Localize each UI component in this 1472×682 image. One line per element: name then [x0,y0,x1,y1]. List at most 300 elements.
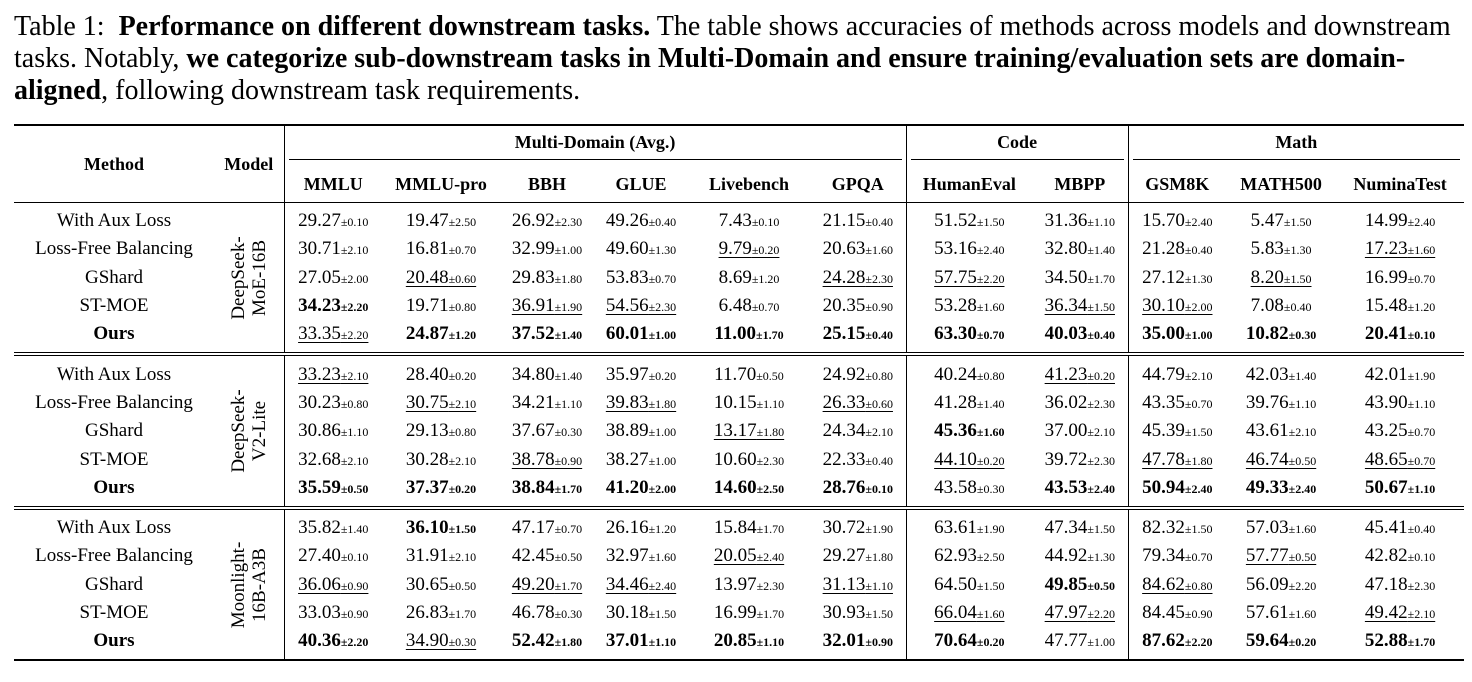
score-std: ±0.70 [751,300,780,315]
score-cell [1032,320,1128,354]
score-mean: 30.18 [605,602,649,623]
score-mean: 15.84 [713,517,757,539]
score-std: ±2.40 [648,578,677,593]
score-cell [382,542,500,570]
score-mean: 26.16 [605,517,649,539]
score-std: ±1.50 [1283,215,1312,230]
score-std: ±1.10 [648,635,677,650]
score-mean: 59.64 [1245,630,1289,652]
score-value-group [1246,420,1316,441]
score-value-group [1365,449,1435,470]
score-value-group [512,238,582,259]
score-cell [594,474,688,508]
score-mean: 57.75 [934,266,977,288]
score-value-group [1045,238,1115,259]
score-cell [1336,627,1464,660]
score-value-group [934,323,1004,344]
score-cell [382,320,500,354]
score-mean: 49.42 [1364,602,1408,623]
score-value-group [606,602,676,623]
score-mean: 37.37 [405,476,449,498]
model-name [228,541,270,628]
score-value-group [1045,477,1115,498]
score-std: ±1.60 [1288,607,1317,621]
model-name-cell [214,203,284,355]
score-value-group [1142,545,1212,566]
score-value-group [934,574,1004,595]
score-std: ±2.10 [448,550,477,565]
score-value-group [934,517,1004,538]
score-cell [382,203,500,236]
score-cell [1032,389,1128,417]
score-value-group [719,267,780,288]
score-value-group [406,238,476,259]
score-std: ±2.50 [448,215,477,230]
score-cell [1336,445,1464,473]
score-std: ±2.40 [1087,481,1115,496]
score-mean: 53.16 [934,238,977,260]
score-value-group [606,449,676,470]
score-cell [500,389,594,417]
score-mean: 11.70 [714,363,757,385]
score-cell [594,571,688,599]
score-std: ±2.30 [756,453,785,468]
score-value-group [606,574,676,595]
score-mean: 38.89 [605,420,649,442]
score-mean: 8.69 [718,266,752,288]
score-value-group [298,602,368,623]
score-mean: 40.24 [934,363,977,385]
score-cell [1226,474,1336,508]
score-std: ±0.70 [1184,550,1213,565]
score-value-group [1045,295,1115,316]
score-cell [594,292,688,320]
score-std: ±1.50 [976,578,1005,593]
score-mean: 27.05 [298,266,341,288]
score-cell [1128,235,1226,263]
score-value-group [1045,574,1115,595]
score-std: ±0.90 [1184,607,1213,621]
score-cell [1032,235,1128,263]
score-std: ±0.50 [1087,578,1115,593]
group-header-math: Math [1133,132,1461,160]
score-cell [594,320,688,354]
score-value-group [823,210,893,231]
score-value-group [1251,210,1312,231]
score-cell [906,235,1032,263]
score-value-group [606,267,676,288]
score-value-group [1142,238,1212,259]
score-mean: 20.63 [822,238,866,260]
score-mean: 15.70 [1142,210,1185,232]
score-cell [688,599,810,627]
score-cell [382,445,500,473]
score-value-group [298,267,368,288]
score-cell [594,599,688,627]
score-std: ±2.30 [1087,453,1115,468]
score-std: ±1.20 [448,328,477,343]
score-mean: 36.10 [405,517,449,539]
score-value-group [1246,477,1316,498]
score-std: ±1.10 [1288,396,1317,411]
score-cell [1226,389,1336,417]
score-mean: 64.50 [934,573,977,595]
score-std: ±1.90 [976,522,1005,537]
score-std: ±1.10 [1087,215,1115,230]
score-value-group [719,295,780,316]
score-cell [1128,627,1226,660]
score-cell [906,203,1032,236]
score-std: ±0.90 [554,453,583,468]
score-std: ±2.50 [976,550,1005,565]
score-cell [594,354,688,388]
score-mean: 24.87 [405,323,449,345]
score-cell [1336,264,1464,292]
score-cell [906,542,1032,570]
score-std: ±2.30 [554,215,583,230]
score-value-group [934,545,1004,566]
score-std: ±1.60 [976,607,1005,621]
score-cell [906,508,1032,542]
score-cell [284,320,382,354]
score-cell [1336,599,1464,627]
score-cell [1128,599,1226,627]
score-cell [382,354,500,388]
score-std: ±1.90 [554,300,583,315]
score-cell [906,354,1032,388]
score-cell [1032,292,1128,320]
score-std: ±1.40 [976,396,1005,411]
score-value-group [714,574,784,595]
score-std: ±2.20 [1288,578,1317,593]
score-value-group [823,267,893,288]
score-value-group [606,364,676,385]
score-cell [688,354,810,388]
score-cell [688,542,810,570]
score-std: ±2.10 [448,453,477,468]
score-cell [284,445,382,473]
score-mean: 37.52 [511,323,555,345]
score-value-group [1045,545,1115,566]
score-std: ±1.60 [976,300,1005,315]
score-value-group [934,295,1004,316]
score-mean: 45.41 [1364,517,1408,539]
score-cell [688,627,810,660]
score-cell [906,474,1032,508]
score-mean: 30.75 [405,391,449,413]
score-std: ±1.60 [648,550,677,565]
score-cell [688,203,810,236]
score-cell [500,264,594,292]
score-value-group [1246,630,1316,651]
score-cell [594,235,688,263]
score-value-group [298,630,368,651]
score-std: ±1.50 [1087,300,1115,315]
score-value-group [1142,323,1212,344]
model-name-line1: DeepSeek- [227,236,249,320]
score-mean: 47.97 [1044,602,1088,623]
score-std: ±0.10 [751,215,780,230]
score-std: ±1.40 [554,328,583,343]
score-std: ±1.70 [1407,635,1436,650]
score-cell [594,508,688,542]
score-value-group [606,517,676,538]
score-cell [500,292,594,320]
score-cell [810,627,906,660]
score-std: ±1.60 [1288,522,1317,537]
score-std: ±0.50 [340,481,369,496]
score-std: ±0.20 [976,635,1005,650]
score-mean: 52.88 [1364,630,1408,652]
score-std: ±0.10 [340,550,369,565]
score-std: ±2.40 [1184,481,1213,496]
score-std: ±1.00 [1184,328,1213,343]
score-mean: 11.00 [714,323,757,345]
score-cell [810,264,906,292]
score-value-group [1142,295,1212,316]
score-mean: 50.67 [1364,476,1408,498]
score-value-group [298,238,368,259]
score-std: ±2.10 [340,453,369,468]
score-std: ±1.20 [751,271,780,286]
table-caption [14,11,1462,107]
score-std: ±2.30 [1087,396,1115,411]
method-name: ST-MOE [79,602,149,623]
score-cell [1032,354,1128,388]
score-cell [500,203,594,236]
score-mean: 20.35 [822,295,866,317]
model-name-cell [214,354,284,507]
score-value-group [406,267,476,288]
score-std: ±1.00 [648,328,677,343]
score-mean: 33.03 [298,602,341,623]
score-value-group [606,477,676,498]
score-cell [906,445,1032,473]
score-std: ±1.80 [554,271,583,286]
score-cell [688,235,810,263]
score-std: ±0.70 [1407,271,1436,286]
score-mean: 34.50 [1044,266,1088,288]
score-value-group [1365,545,1435,566]
score-cell [284,389,382,417]
score-mean: 7.08 [1250,295,1284,317]
score-value-group [1246,517,1316,538]
score-value-group [298,449,368,470]
score-mean: 24.92 [822,363,866,385]
score-value-group [714,477,784,498]
score-value-group [1142,267,1212,288]
score-cell [382,264,500,292]
score-std: ±0.50 [756,368,784,383]
score-cell [284,599,382,627]
score-std: ±0.70 [1407,425,1436,440]
score-std: ±1.70 [448,607,477,621]
score-cell [1128,264,1226,292]
score-value-group [714,392,784,413]
score-std: ±1.70 [554,481,583,496]
score-value-group [298,210,368,231]
col-header-glue: GLUE [615,173,667,194]
score-value-group [1142,420,1212,441]
model-name [228,236,270,319]
score-cell [500,508,594,542]
score-cell [594,445,688,473]
score-value-group [1365,517,1435,538]
score-mean: 87.62 [1142,630,1185,652]
score-value-group [714,517,784,538]
score-value-group [298,545,368,566]
score-std: ±2.30 [648,300,677,315]
score-cell [594,542,688,570]
results-table-body [14,203,1464,661]
score-std: ±0.20 [448,481,477,496]
score-value-group [512,630,582,651]
score-std: ±0.70 [976,328,1005,343]
score-value-group [934,364,1004,385]
score-mean: 47.34 [1044,517,1088,539]
score-std: ±1.10 [865,578,893,593]
score-value-group [606,210,676,231]
score-mean: 79.34 [1142,545,1185,567]
score-cell [1226,235,1336,263]
score-mean: 42.82 [1364,545,1408,567]
score-value-group [406,517,476,538]
score-cell [500,320,594,354]
score-std: ±0.40 [865,453,893,468]
score-cell [688,320,810,354]
score-cell [1336,354,1464,388]
score-std: ±0.30 [976,481,1005,496]
score-cell [688,571,810,599]
score-cell [810,508,906,542]
method-name: Ours [93,630,135,652]
score-std: ±1.80 [1184,453,1213,468]
method-name: With Aux Loss [56,363,172,385]
header-model: Model [224,153,274,174]
score-mean: 33.35 [298,323,341,345]
score-std: ±0.50 [554,550,583,565]
score-mean: 39.83 [605,391,649,413]
score-std: ±2.10 [1184,368,1213,383]
score-cell [810,571,906,599]
score-std: ±1.50 [865,607,893,621]
method-name: GShard [84,573,144,595]
score-mean: 43.35 [1142,391,1185,413]
score-value-group [1246,574,1316,595]
score-value-group [823,323,893,344]
score-value-group [298,477,368,498]
score-cell [810,354,906,388]
score-value-group [823,295,893,316]
score-cell [1336,571,1464,599]
score-value-group [823,517,893,538]
col-header-mmlu-pro: MMLU-pro [395,173,487,194]
score-value-group [934,602,1004,623]
score-value-group [298,517,368,538]
score-value-group [823,545,893,566]
score-cell [688,474,810,508]
score-mean: 42.45 [511,545,555,567]
score-value-group [1045,420,1115,441]
score-cell [1128,445,1226,473]
score-std: ±0.50 [1288,453,1317,468]
score-mean: 40.36 [298,630,341,652]
model-name-line1: Moonlight- [227,541,249,628]
score-std: ±0.70 [1184,396,1213,411]
score-std: ±0.80 [1184,578,1213,593]
score-cell [906,264,1032,292]
score-std: ±1.90 [1407,368,1436,383]
score-value-group [606,323,676,344]
score-mean: 54.56 [605,295,649,317]
score-std: ±1.50 [648,607,677,621]
score-value-group [1045,449,1115,470]
score-mean: 30.28 [405,448,449,470]
score-value-group [512,517,582,538]
score-value-group [1251,295,1312,316]
results-table [14,124,1464,661]
score-std: ±0.90 [865,635,893,650]
score-mean: 43.53 [1044,476,1088,498]
score-cell [500,235,594,263]
score-cell [810,599,906,627]
score-mean: 17.23 [1364,238,1408,260]
score-cell [500,627,594,660]
method-name: Loss-Free Balancing [35,238,193,260]
score-value-group [512,323,582,344]
score-mean: 37.00 [1044,420,1088,442]
score-value-group [406,477,476,498]
score-value-group [719,210,780,231]
score-std: ±1.00 [648,453,677,468]
score-mean: 46.74 [1245,448,1289,470]
score-value-group [512,364,582,385]
score-std: ±2.10 [865,425,893,440]
score-cell [1032,474,1128,508]
score-mean: 30.93 [822,602,866,623]
score-std: ±0.40 [1087,328,1115,343]
table-row [14,203,1464,236]
score-mean: 37.01 [605,630,649,652]
method-name: ST-MOE [79,295,149,317]
score-mean: 26.92 [511,210,555,232]
score-std: ±1.80 [865,550,893,565]
score-std: ±0.40 [1407,522,1436,537]
score-mean: 13.17 [713,420,757,442]
score-std: ±0.10 [865,481,893,496]
score-cell [1226,320,1336,354]
method-name: GShard [84,420,144,442]
score-std: ±2.00 [648,481,677,496]
score-mean: 47.18 [1364,573,1408,595]
score-value-group [1365,477,1435,498]
score-cell [382,474,500,508]
score-cell [382,627,500,660]
score-value-group [714,323,783,344]
score-cell [906,571,1032,599]
table-row [14,354,1464,388]
score-std: ±2.10 [1407,607,1436,621]
score-cell [906,417,1032,445]
score-value-group [1142,477,1212,498]
score-mean: 44.92 [1044,545,1088,567]
score-cell [1336,235,1464,263]
score-value-group [406,210,476,231]
score-value-group [714,630,784,651]
score-cell [1128,571,1226,599]
score-mean: 21.15 [822,210,866,232]
score-std: ±2.40 [1407,215,1436,230]
